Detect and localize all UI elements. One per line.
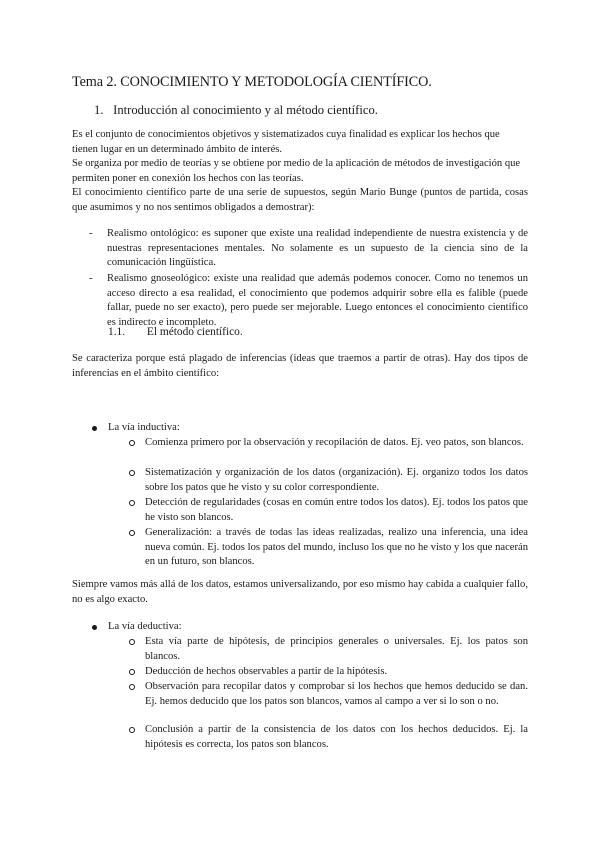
inductive-step-text: Generalización: a través de todas las ideas realizadas, realizo una inferencia, una idea nueva común. Ej. todos los patos del mundo, incluso los que no he visto y los que nacerán en un futuro, son blancos. [145,527,528,568]
deductive-step [145,635,528,664]
deductive-step-text: Observación para recopilar datos y comprobar si los hechos que hemos deducido se dan. Ej. hemos deducido que los patos son blancos, vamos al campo a ver si lo son o no. [145,681,528,707]
circle-bullet-icon [129,470,135,476]
inductive-label: La vía inductiva: [108,422,180,433]
intro-paragraph-1: Es el conjunto de conocimientos objetivos y sistematizados cuya finalidad es explicar los hechos que tienen lugar en un determinado ámbito de interés. [72,129,500,155]
deductive-label: La vía deductiva: [108,621,182,632]
deductive-step [145,680,528,709]
inductive-step-text: Comienza primero por la observación y recopilación de datos. Ej. veo patos, son blancos. [145,437,524,448]
inductive-step-text: Sistematización y organización de los datos (organización). Ej. organizo todos los datos sobre los patos que he visto y su color correspondiente. [145,467,528,493]
circle-bullet-icon [129,440,135,446]
inductive-step [145,466,528,495]
intro-paragraph-3: El conocimiento científico parte de una serie de supuestos, según Mario Bunge (puntos de partida, cosas que asumimos y no nos sentimos obligados a demostrar): [72,187,528,213]
circle-bullet-icon [129,684,135,690]
circle-bullet-icon [129,530,135,536]
inductive-bullet [108,421,180,436]
deductive-step-text: Deducción de hechos observables a partir de la hipótesis. [145,666,388,677]
dash-marker: - [89,228,93,239]
inductive-note-paragraph: Siempre vamos más allá de los datos, estamos universalizando, por eso mismo hay cabida a cualquier fallo, no es algo exacto. [72,579,528,605]
inductive-step [145,526,528,570]
assumption-item [89,272,528,330]
section-1-1-heading [108,326,243,338]
circle-bullet-icon [129,639,135,645]
dash-marker: - [89,273,93,284]
assumption-item [89,227,528,271]
assumption-text: Realismo ontológico: es suponer que existe una realidad independiente de nuestra existencia y de nuestras representaciones mentales. No solamente es un supuesto de la ciencia sino de la comunicación lingüística. [107,228,528,269]
inductive-step [145,436,528,451]
circle-bullet-icon [129,669,135,675]
deductive-step [145,665,528,680]
bullet-dot-icon [92,426,97,431]
document-title: Tema 2. CONOCIMIENTO Y METODOLOGÍA CIENTÍFICO. [72,74,432,90]
deductive-step-text: Conclusión a partir de la consistencia de los datos con los hechos deducidos. Ej. la hipótesis es correcta, los patos son blancos. [145,724,528,750]
inductive-step-text: Detección de regularidades (cosas en común entre todos los datos). Ej. todos los patos que he visto son blancos. [145,497,528,523]
section-1-1-title: El método científico. [146,326,243,338]
circle-bullet-icon [129,727,135,733]
section-1-heading [94,103,378,118]
intro-paragraph-2: Se organiza por medio de teorías y se obtiene por medio de la aplicación de métodos de investigación que permiten poner en conexión los hechos con las teorías. [72,158,521,184]
deductive-step [145,723,528,752]
section-1-1-number: 1.1. [108,326,126,338]
deductive-step-text: Esta vía parte de hipótesis, de principios generales o universales. Ej. los patos son blancos. [145,636,528,662]
section-1-number: 1. [94,103,104,117]
circle-bullet-icon [129,500,135,506]
section-1-title: Introducción al conocimiento y al método científico. [113,103,378,117]
deductive-bullet [108,620,182,635]
method-intro-paragraph: Se caracteriza porque está plagado de inferencias (ideas que traemos a partir de otras). Hay dos tipos de inferencias en el ámbito científico: [72,353,528,379]
inductive-step [145,496,528,525]
assumption-text: Realismo gnoseológico: existe una realidad que además podemos conocer. Como no tenemos un acceso directo a esa realidad, el conocimiento que podemos adquirir sobre ella es falible (puede fallar, puede no ser exacto), pero puede ser mejorable. Luego entonces el conocimiento científico es indirecto e incompleto. [107,273,528,328]
bullet-dot-icon [92,625,97,630]
